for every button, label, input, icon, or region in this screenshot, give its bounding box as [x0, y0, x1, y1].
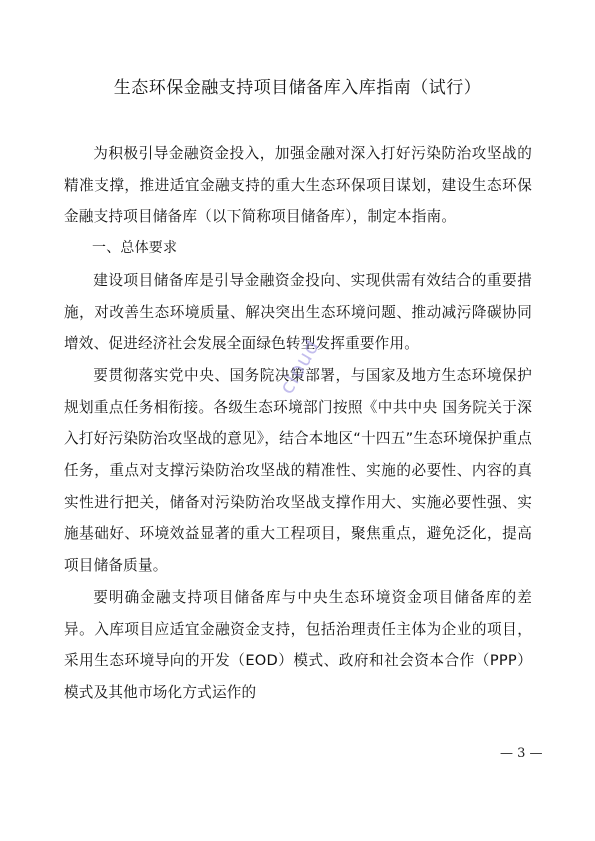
body-paragraph: 建设项目储备库是引导金融资金投向、实现供需有效结合的重要措施，对改善生态环境质量、解决突出生态环境问题、推动减污降碳协同增效、促进经济社会发展全面绿色转型发挥重要作用。: [64, 271, 532, 353]
intro-paragraph: 为积极引导金融资金投入，加强金融对深入打好污染防治攻坚战的精准支撑，推进适宜金融支持的重大生态环保项目谋划，建设生态环保金融支持项目储备库（以下简称项目储备库），制定本指南。: [64, 145, 532, 226]
page-number: — 3 —: [500, 746, 543, 761]
body-paragraph: 要贯彻落实党中央、国务院决策部署，与国家及地方生态环境保护规划重点任务相衔接。各级生态环境部门按照《中共中央 国务院关于深入打好污染防治攻坚战的意见》，结合本地区“十四五”生态环境保护重点任务，重点对支撑污染防治攻坚战的精准性、实施的必要性、内容的真实性进行把关，储备对污染防治攻坚战支撑作用大、实施必要性强、实施基础好、环境效益显著的重大工程项目，聚焦重点，避免泛化，提高项目储备质量。: [64, 366, 532, 575]
body-paragraph: 要明确金融支持项目储备库与中央生态环境资金项目储备库的差异。入库项目应适宜金融资金支持，包括治理责任主体为企业的项目，采用生态环境导向的开发（EOD）模式、政府和社会资本合作（PPP）模式及其他市场化方式运作的: [64, 588, 532, 701]
watermark: cloud: [274, 334, 325, 398]
section-heading: 一、总体要求: [92, 240, 178, 257]
document-title: 生态环保金融支持项目储备库入库指南（试行）: [113, 78, 482, 98]
document-body: [64, 138, 532, 709]
